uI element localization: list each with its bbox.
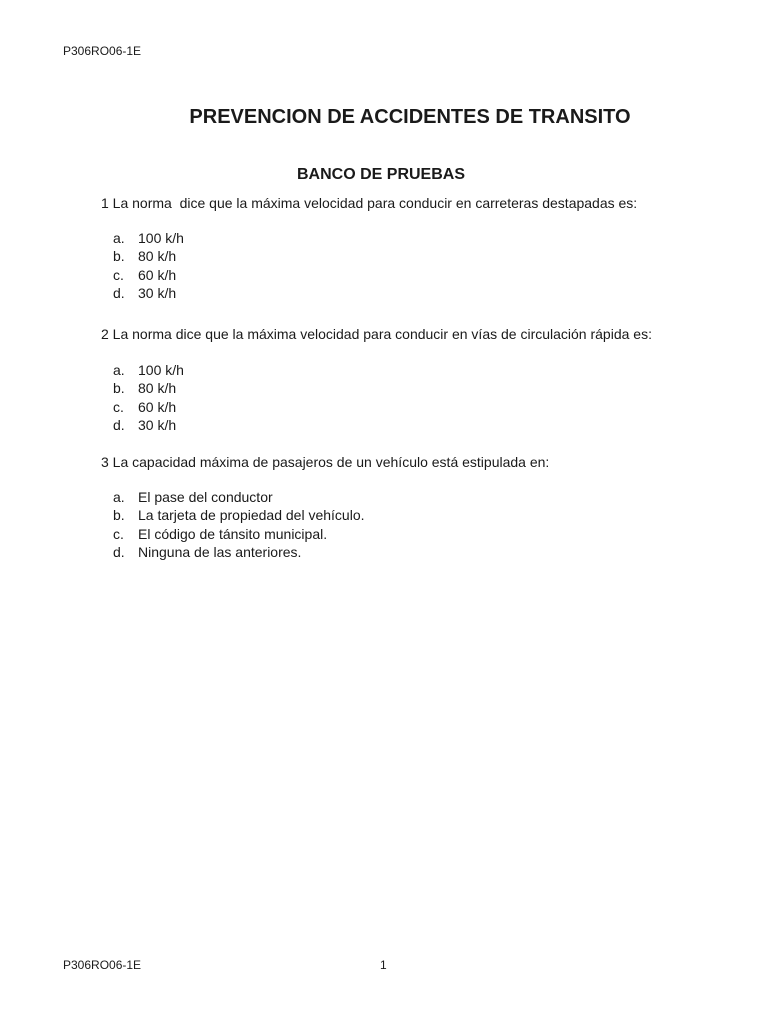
document-title: PREVENCION DE ACCIDENTES DE TRANSITO [189, 106, 631, 128]
option-letter: c. [113, 525, 124, 542]
question-2-options [0, 361, 600, 434]
option-letter: d. [113, 284, 125, 301]
option-text: 30 k/h [138, 284, 177, 301]
option-letter: b. [113, 380, 125, 397]
option-item [0, 416, 600, 434]
document-subtitle: BANCO DE PRUEBAS [296, 166, 465, 183]
header-document-code: P306RO06-1E [63, 44, 142, 58]
option-item [0, 229, 600, 247]
option-item [0, 247, 600, 265]
option-item [0, 398, 600, 416]
question-3-text: 3 La capacidad máxima de pasajeros de un vehículo está estipulada en: [101, 454, 550, 470]
option-letter: a. [113, 362, 125, 378]
option-letter: c. [113, 398, 124, 415]
option-item [0, 361, 600, 379]
option-letter: d. [113, 416, 125, 433]
option-text: 30 k/h [138, 416, 177, 433]
option-item [0, 543, 600, 561]
option-item [0, 284, 600, 302]
option-item [0, 525, 600, 543]
option-text: La tarjeta de propiedad del vehículo. [138, 507, 365, 524]
option-text: 80 k/h [138, 248, 177, 265]
page-number: 1 [380, 958, 387, 972]
option-text: Ninguna de las anteriores. [138, 543, 302, 560]
question-1-options [0, 229, 600, 302]
option-item [0, 266, 600, 284]
option-text: 100 k/h [138, 230, 184, 246]
option-letter: a. [113, 489, 125, 505]
option-letter: c. [113, 266, 124, 283]
option-text: 80 k/h [138, 380, 177, 397]
option-item [0, 506, 600, 524]
option-item [0, 379, 600, 397]
option-text: 60 k/h [138, 266, 177, 283]
option-item [0, 488, 600, 506]
option-text: El pase del conductor [138, 489, 273, 505]
option-text: 100 k/h [138, 362, 184, 378]
footer-document-code: P306RO06-1E [63, 958, 142, 972]
option-text: El código de tánsito municipal. [138, 525, 328, 542]
option-text: 60 k/h [138, 398, 177, 415]
option-letter: a. [113, 230, 125, 246]
option-letter: d. [113, 543, 125, 560]
option-letter: b. [113, 507, 125, 524]
question-3-options [0, 488, 600, 561]
question-2-text: 2 La norma dice que la máxima velocidad para conducir en vías de circulación rápida es: [101, 326, 652, 342]
question-1-text: 1 La norma dice que la máxima velocidad para conducir en carreteras destapadas es: [101, 195, 638, 211]
option-letter: b. [113, 248, 125, 265]
